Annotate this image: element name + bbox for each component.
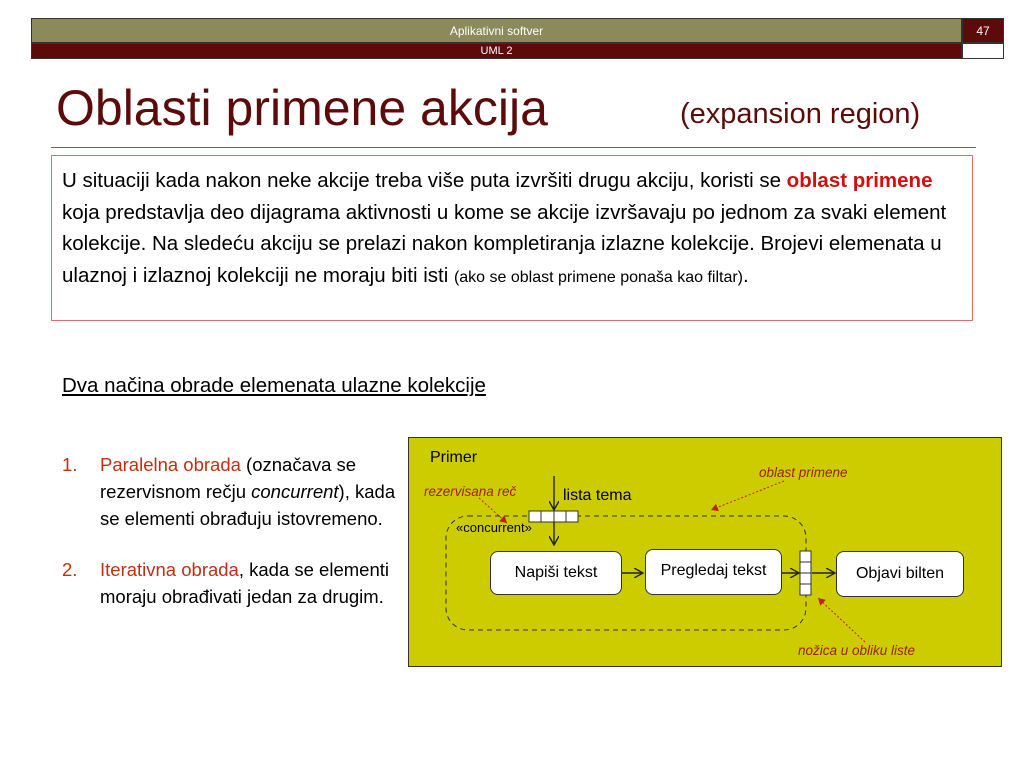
slide-subtitle: (expansion region): [680, 98, 921, 130]
list-term: Paralelna obrada: [100, 454, 241, 475]
definition-end: .: [743, 263, 749, 287]
definition-text-2: koja predstavlja deo dijagrama aktivnosti u kome se akcije izvršavaju po jednom za svaki element kolekcije. Na sledeću akciju se prelazi nakon kompletiranja izlazne kolekcije. Brojevi elemenata u ulaznoj i izlaznoj kolekciji ne moraju biti isti: [62, 200, 947, 287]
definition-highlight: oblast primene: [786, 169, 933, 192]
input-list-pin: [529, 511, 578, 522]
definition-note: (ako se oblast primene ponaša kao filtar): [453, 268, 743, 286]
action-label: Objavi bilten: [855, 565, 945, 582]
action-label: Pregledaj tekst: [660, 562, 767, 579]
output-list-pin: [800, 551, 811, 595]
title-divider: [51, 147, 976, 148]
list-text: , kada se elementi moraju obrađivati jedan za drugim.: [100, 559, 389, 607]
action-napisi-tekst: [490, 551, 622, 595]
section-title: UML 2: [480, 45, 513, 57]
action-pregledaj-tekst: [645, 549, 782, 595]
definition-text-1: U situaciji kada nakon neke akcije treba više puta izvršiti drugu akciju, koristi se: [62, 169, 787, 192]
annotation-arrow-pin: [818, 598, 865, 642]
definition-box: [51, 155, 973, 321]
action-label: Napiši tekst: [514, 564, 598, 581]
annotation-arrow-region: [711, 481, 784, 510]
slide-number: 47: [976, 23, 990, 38]
list-number: 1.: [62, 454, 78, 475]
course-title: Aplikativni softver: [449, 23, 544, 38]
slide-number-box: [962, 18, 1004, 43]
input-collection-label: lista tema: [563, 487, 632, 504]
note-reserved-word: rezervisana reč: [424, 484, 517, 499]
slide-title: Oblasti primene akcija: [56, 80, 548, 136]
concurrent-keyword: «concurrent»: [456, 520, 532, 535]
note-region: oblast primene: [759, 465, 848, 480]
header-course-bar: [31, 18, 962, 43]
list-term: Iterativna obrada: [100, 559, 239, 580]
list-text: ), kada se elementi obrađuju istovremeno.: [100, 481, 396, 529]
diagram-title: Primer: [430, 449, 478, 466]
list-text: (označava se rezervisnom rečju: [100, 454, 357, 502]
list-number: 2.: [62, 559, 78, 580]
action-objavi-bilten: [836, 551, 964, 597]
list-item: [62, 451, 407, 532]
list-item: [62, 556, 407, 610]
header-section-bar: [31, 43, 962, 59]
processing-list: [62, 451, 407, 634]
list-keyword: concurrent: [251, 481, 339, 502]
example-diagram: [408, 437, 1002, 667]
section-heading: Dva načina obrade elemenata ulazne kolekcije: [62, 374, 486, 397]
header-corner-box: [962, 43, 1004, 59]
note-pin: nožica u obliku liste: [798, 643, 916, 658]
